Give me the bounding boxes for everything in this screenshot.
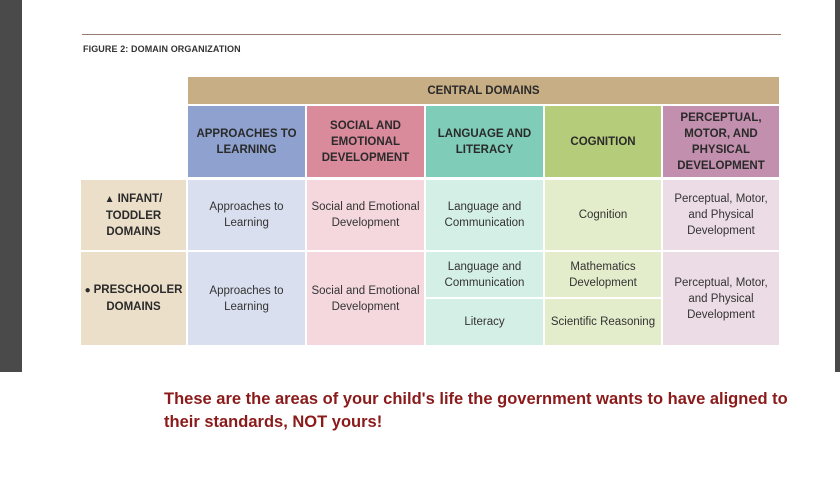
col-header-cognition: COGNITION [545, 106, 661, 177]
infant-toddler-label: INFANT/ TODDLER DOMAINS [105, 192, 163, 238]
row-header-infant-toddler [81, 180, 186, 250]
preschool-social-cell: Social and Emotional Development [307, 252, 424, 345]
central-domains-header: CENTRAL DOMAINS [188, 77, 779, 104]
preschool-language-bottom-cell: Literacy [426, 299, 543, 345]
preschooler-label: PRESCHOOLER DOMAINS [93, 284, 183, 313]
infant-cognition-cell: Cognition [545, 180, 661, 250]
preschool-approaches-cell: Approaches to Learning [188, 252, 305, 345]
col-header-approaches: APPROACHES TO LEARNING [188, 106, 305, 177]
caption-text: These are the areas of your child's life the government wants to have aligned to their standards, NOT yours! [164, 390, 788, 431]
preschool-language-top-cell: Language and Communication [426, 252, 543, 297]
viewer-left-bar [0, 0, 22, 372]
col-header-language: LANGUAGE AND LITERACY [426, 106, 543, 177]
preschool-cognition-bottom-cell: Scientific Reasoning [545, 299, 661, 345]
circle-icon: ● [84, 285, 91, 296]
row-header-preschooler [81, 252, 186, 345]
viewer-right-bar [835, 0, 840, 372]
infant-language-cell: Language and Communication [426, 180, 543, 250]
infant-approaches-cell: Approaches to Learning [188, 180, 305, 250]
infant-social-cell: Social and Emotional Development [307, 180, 424, 250]
triangle-icon: ▲ [104, 193, 115, 205]
document-page [22, 0, 835, 372]
figure-label: FIGURE 2: DOMAIN ORGANIZATION [83, 44, 241, 54]
preschool-cognition-top-cell: Mathematics Development [545, 252, 661, 297]
col-header-social: SOCIAL AND EMOTIONAL DEVELOPMENT [307, 106, 424, 177]
preschool-perceptual-cell: Perceptual, Motor, and Physical Development [663, 252, 779, 345]
infant-perceptual-cell: Perceptual, Motor, and Physical Development [663, 180, 779, 250]
col-header-perceptual: PERCEPTUAL, MOTOR, AND PHYSICAL DEVELOPMENT [663, 106, 779, 177]
top-rule [82, 34, 781, 35]
